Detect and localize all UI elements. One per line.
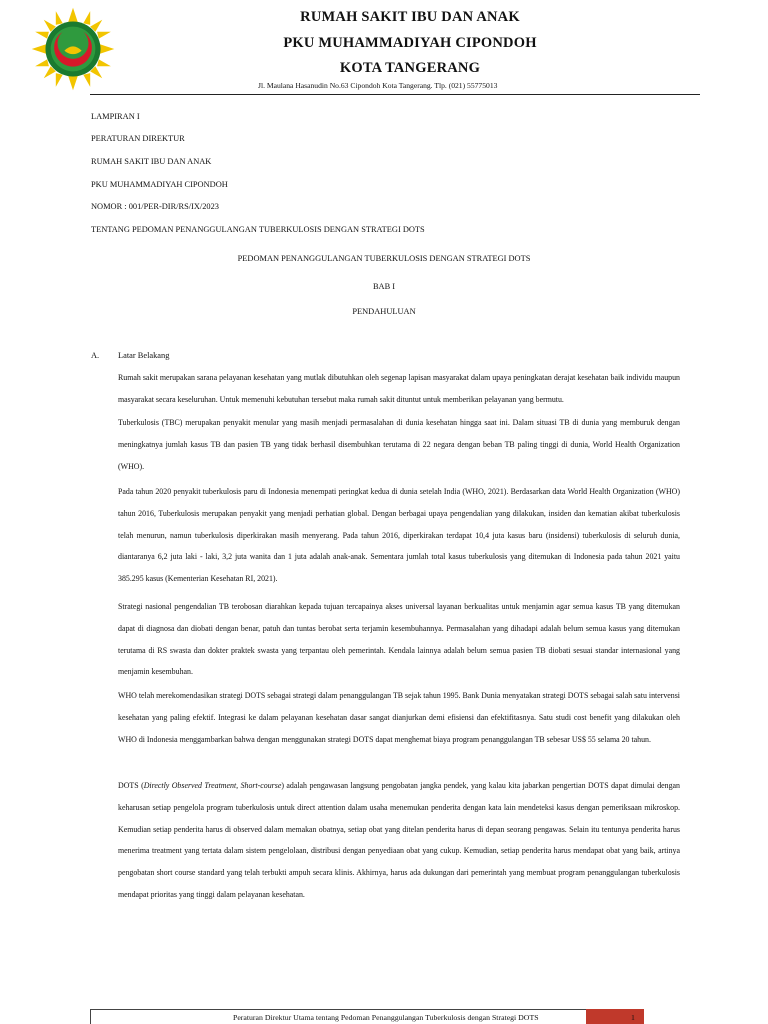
dots-body: ) adalah pengawasan langsung pengobatan jangka pendek, yang kalau kita jabarkan pengertian DOTS dapat dimulai dengan keharusan setiap pengelola program tuberkulosis untuk direct attention dalam usaha menemukan penderita dengan kata lain mendeteksi kasus dengan pemeriksaan mikroskop. Kemudian setiap penderita harus di observed dalam memakan obatnya, setiap obat yang ditelan penderita harus di depan seorang pengawas. Selain itu tentunya penderita harus menerima treatment yang tertata dalam sistem pengelolaan, distribusi dengan penyediaan obat yang cukup. Kemudian, setiap penderita harus mendapat obat yang baik, artinya pengobatan short course standard yang telah terbukti ampuh secara klinis. Akhirnya, harus ada dukungan dari pemerintah yang membuat program penanggulangan tuberkulosis mendapat prioritas yang tinggi dalam pelayanan kesehatan. <box>118 781 680 899</box>
hospital-logo <box>30 6 116 92</box>
section-letter: A. <box>91 351 100 360</box>
section-title: Latar Belakang <box>118 351 170 360</box>
hospital-name-line1: RUMAH SAKIT IBU DAN ANAK <box>300 9 520 25</box>
body-paragraph: Strategi nasional pengendalian TB terobosan diarahkan kepada tujuan tercapainya akses universal layanan berkualitas untuk menjamin agar semua kasus TB yang ditemukan dapat di diagnosa dan diobati dengan benar, patuh dan tuntas berobat serta terjamin kesembuhannya. Permasalahan yang dihadapi adalah belum semua kasus yang ditemukan terutama di RS swasta dan dokter praktek swasta yang terpantau oleh pemerintah. Kendala lainnya adalah belum semua pasien TB diobati sesuai standar internasional yang menjamin kesembuhan. <box>118 602 680 677</box>
document-title: PEDOMAN PENANGGULANGAN TUBERKULOSIS DENGAN STRATEGI DOTS <box>237 254 531 263</box>
hospital-address: Jl. Maulana Hasanudin No.63 Cipondoh Kota Tangerang. Tlp. (021) 55775013 <box>258 81 498 90</box>
chapter-title: PENDAHULUAN <box>352 307 416 316</box>
meta-line: RUMAH SAKIT IBU DAN ANAK <box>91 157 212 166</box>
meta-line: NOMOR : 001/PER-DIR/RS/IX/2023 <box>91 202 219 211</box>
letterhead <box>0 0 768 100</box>
meta-line: LAMPIRAN I <box>91 112 140 121</box>
footer-accent <box>586 1009 644 1024</box>
hospital-name-line2: PKU MUHAMMADIYAH CIPONDOH <box>283 35 537 51</box>
dots-prefix: DOTS ( <box>118 781 144 790</box>
meta-line: PERATURAN DIREKTUR <box>91 134 185 143</box>
dots-definition: Directly Observed Treatment, Short-course <box>143 781 282 790</box>
footer-text: Peraturan Direktur Utama tentang Pedoman Penanggulangan Tuberkulosis dengan Strategi DOTS <box>233 1013 539 1022</box>
header-divider <box>90 94 700 95</box>
body-paragraph: WHO telah merekomendasikan strategi DOTS sebagai strategi dalam penanggulangan TB sejak tahun 1995. Bank Dunia menyatakan strategi DOTS sebagai salah satu intervensi kesehatan yang paling efektif. Integrasi ke dalam pelayanan kesehatan dasar sangat dianjurkan demi efisiensi dan efektifitasnya. Satu studi cost benefit yang dilakukan oleh WHO di Indonesia menggambarkan bahwa dengan menggunakan strategi DOTS dapat menghemat biaya program penanggulangan TB sebesar US$ 55 selama 20 tahun. <box>118 691 680 744</box>
body-paragraph: Tuberkulosis (TBC) merupakan penyakit menular yang masih menjadi permasalahan di dunia kesehatan hingga saat ini. Dalam situasi TB di dunia yang memburuk dengan meningkatnya jumlah kasus TB dan pasien TB yang tidak berhasil disembuhkan terutama di 22 negara dengan beban TB paling tinggi di dunia, World Health Organization (WHO). <box>118 418 680 471</box>
hospital-city: KOTA TANGERANG <box>339 60 481 76</box>
chapter-number: BAB I <box>372 282 396 291</box>
body-paragraph <box>118 775 680 906</box>
body-paragraph: Rumah sakit merupakan sarana pelayanan kesehatan yang mutlak dibutuhkan oleh segenap lapisan masyarakat dalam upaya peningkatan derajat kesehatan baik individu maupun masyarakat secara keseluruhan. Untuk memenuhi kebutuhan tersebut maka rumah sakit dituntut untuk memberikan pelayanan yang bermutu. <box>118 373 680 404</box>
meta-line: TENTANG PEDOMAN PENANGGULANGAN TUBERKULOSIS DENGAN STRATEGI DOTS <box>91 225 425 234</box>
body-paragraph: Pada tahun 2020 penyakit tuberkulosis paru di Indonesia menempati peringkat kedua di dunia setelah India (WHO, 2021). Berdasarkan data World Health Organization (WHO) tahun 2016, Tuberkulosis merupakan penyakit yang menjadi perhatian global. Dengan berbagai upaya pengendalian yang dilakukan, insiden dan kematian akibat tuberkulosis telah menurun, namun tuberkulosis diperkirakan masih menyerang. Pada tahun 2016, diperkirakan terdapat 10,4 juta kasus baru (insidensi) tuberkulosis di seluruh dunia, diantaranya 6,2 juta laki - laki, 3,2 juta wanita dan 1 juta adalah anak-anak. Sementara jumlah total kasus tuberkulosis yang ditemukan di Indonesia pada tahun 2021 yaitu 385.295 kasus (Kementerian Kesehatan RI, 2021). <box>118 487 680 584</box>
meta-line: PKU MUHAMMADIYAH CIPONDOH <box>91 180 228 189</box>
page-number: 1 <box>631 1013 635 1022</box>
section-heading <box>91 351 170 360</box>
